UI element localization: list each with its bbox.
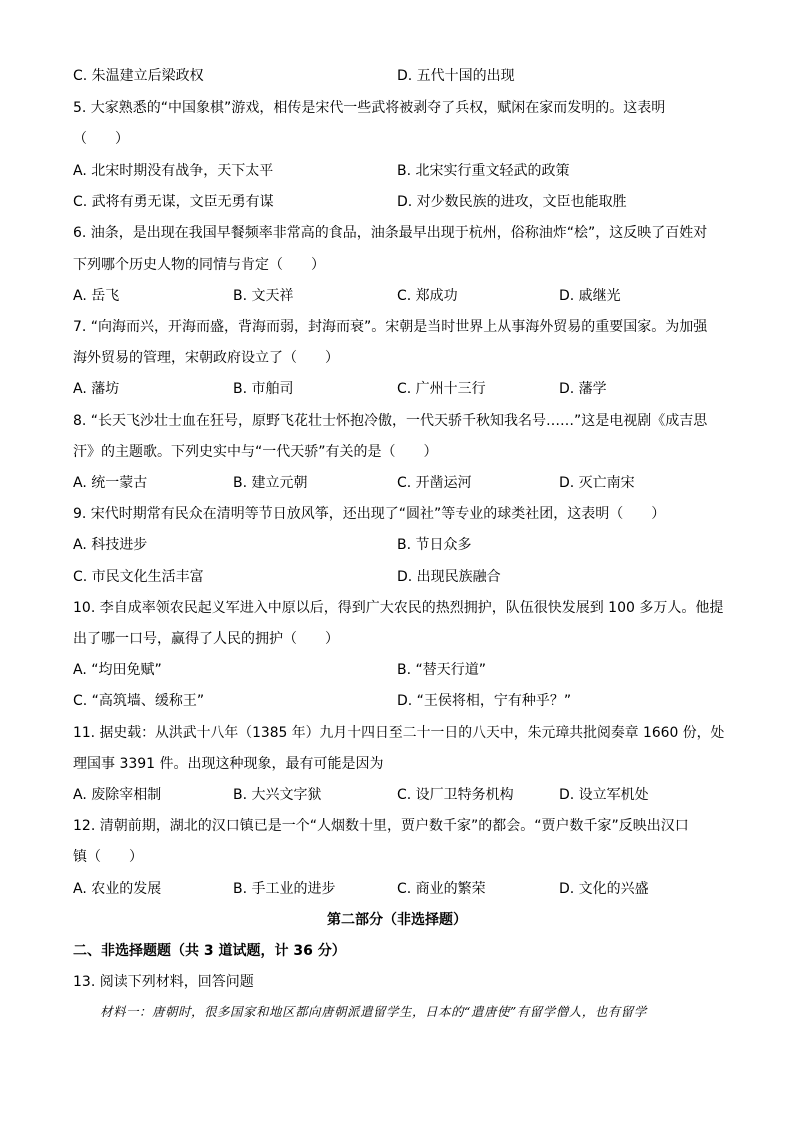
q6-option-a: A. 岳飞 (73, 288, 120, 304)
q10-option-a: A. “均田免赋” (73, 662, 162, 678)
q8-stem-line1: 8. “长天飞沙壮士血在狂号，原野飞花壮士怀抱冷傲，一代天骄千秋知我名号……”这是电视剧《成吉思 (73, 413, 708, 429)
part2-title: 第二部分（非选择题） (327, 912, 467, 928)
q7-option-c: C. 广州十三行 (397, 381, 486, 397)
q8-option-b: B. 建立元朝 (233, 475, 308, 491)
q4-option-d: D. 五代十国的出现 (397, 68, 515, 84)
q12-option-c: C. 商业的繁荣 (397, 881, 486, 897)
q7-stem-line2: 海外贸易的管理，宋朝政府设立了（ ） (73, 350, 339, 366)
q9-option-c: C. 市民文化生活丰富 (73, 569, 204, 585)
q5-option-c: C. 武将有勇无谋，文臣无勇有谋 (73, 194, 274, 210)
q5-stem-line1: 5. 大家熟悉的“中国象棋”游戏，相传是宋代一些武将被剥夺了兵权，赋闲在家而发明的。这表明 (73, 100, 666, 116)
q10-option-d: D. “王侯将相，宁有种乎？” (397, 693, 572, 709)
q11-option-d: D. 设立军机处 (559, 787, 649, 803)
q10-stem-line2: 出了哪一口号，赢得了人民的拥护（ ） (73, 631, 339, 647)
q7-option-d: D. 藩学 (559, 381, 607, 397)
q6-stem-line2: 下列哪个历史人物的同情与肯定（ ） (73, 257, 325, 273)
q6-option-b: B. 文天祥 (233, 288, 294, 304)
q13-material-line1: 材料一：唐朝时，很多国家和地区都向唐朝派遣留学生，日本的“遣唐使”有留学僧人，也有留学 (100, 1004, 647, 1019)
q5-option-d: D. 对少数民族的进攻，文臣也能取胜 (397, 194, 627, 210)
q5-stem-line2: （ ） (73, 131, 129, 147)
q12-stem-line1: 12. 清朝前期，湖北的汉口镇已是一个“人烟数十里，贾户数千家”的都会。“贾户数千家”反映出汉口 (73, 818, 689, 834)
q6-stem-line1: 6. 油条，是出现在我国早餐频率非常高的食品，油条最早出现于杭州，俗称油炸“桧”，这反映了百姓对 (73, 225, 708, 241)
q5-option-b: B. 北宋实行重文轻武的政策 (397, 163, 570, 179)
q8-option-d: D. 灭亡南宋 (559, 475, 635, 491)
q7-stem-line1: 7. “向海而兴，开海而盛，背海而弱，封海而衰”。宋朝是当时世界上从事海外贸易的重要国家。为加强 (73, 319, 708, 335)
q9-option-a: A. 科技进步 (73, 537, 148, 553)
q7-option-a: A. 藩坊 (73, 381, 120, 397)
q12-option-a: A. 农业的发展 (73, 881, 162, 897)
q12-option-b: B. 手工业的进步 (233, 881, 336, 897)
q6-option-d: D. 戚继光 (559, 288, 621, 304)
q4-option-c: C. 朱温建立后梁政权 (73, 68, 204, 84)
q10-stem-line1: 10. 李自成率领农民起义军进入中原以后，得到广大农民的热烈拥护，队伍很快发展到 100 多万人。他提 (73, 600, 724, 616)
q10-option-c: C. “高筑墙、缓称王” (73, 693, 205, 709)
q11-stem-line2: 理国事 3391 件。出现这种现象，最有可能是因为 (73, 756, 384, 772)
q10-option-b: B. “替天行道” (397, 662, 487, 678)
q12-option-d: D. 文化的兴盛 (559, 881, 649, 897)
section-heading: 二、非选择题题（共 3 道试题，计 36 分） (73, 943, 346, 959)
q11-stem-line1: 11. 据史载：从洪武十八年（1385 年）九月十四日至二十一日的八天中，朱元璋共批阅奏章 1660 份，处 (73, 725, 725, 741)
q11-option-b: B. 大兴文字狱 (233, 787, 322, 803)
q8-stem-line2: 汗》的主题歌。下列史实中与“一代天骄”有关的是（ ） (73, 444, 438, 460)
q8-option-a: A. 统一蒙古 (73, 475, 148, 491)
q11-option-c: C. 设厂卫特务机构 (397, 787, 514, 803)
q5-option-a: A. 北宋时期没有战争，天下太平 (73, 163, 274, 179)
q13-stem-line1: 13. 阅读下列材料，回答问题 (73, 974, 254, 990)
q6-option-c: C. 郑成功 (397, 288, 458, 304)
q9-option-d: D. 出现民族融合 (397, 569, 501, 585)
q7-option-b: B. 市舶司 (233, 381, 294, 397)
q9-option-b: B. 节日众多 (397, 537, 472, 553)
q9-stem-line1: 9. 宋代时期常有民众在清明等节日放风筝，还出现了“圆社”等专业的球类社团，这表明（ ） (73, 506, 666, 522)
q8-option-c: C. 开凿运河 (397, 475, 472, 491)
q12-stem-line2: 镇（ ） (73, 849, 143, 865)
q11-option-a: A. 废除宰相制 (73, 787, 162, 803)
